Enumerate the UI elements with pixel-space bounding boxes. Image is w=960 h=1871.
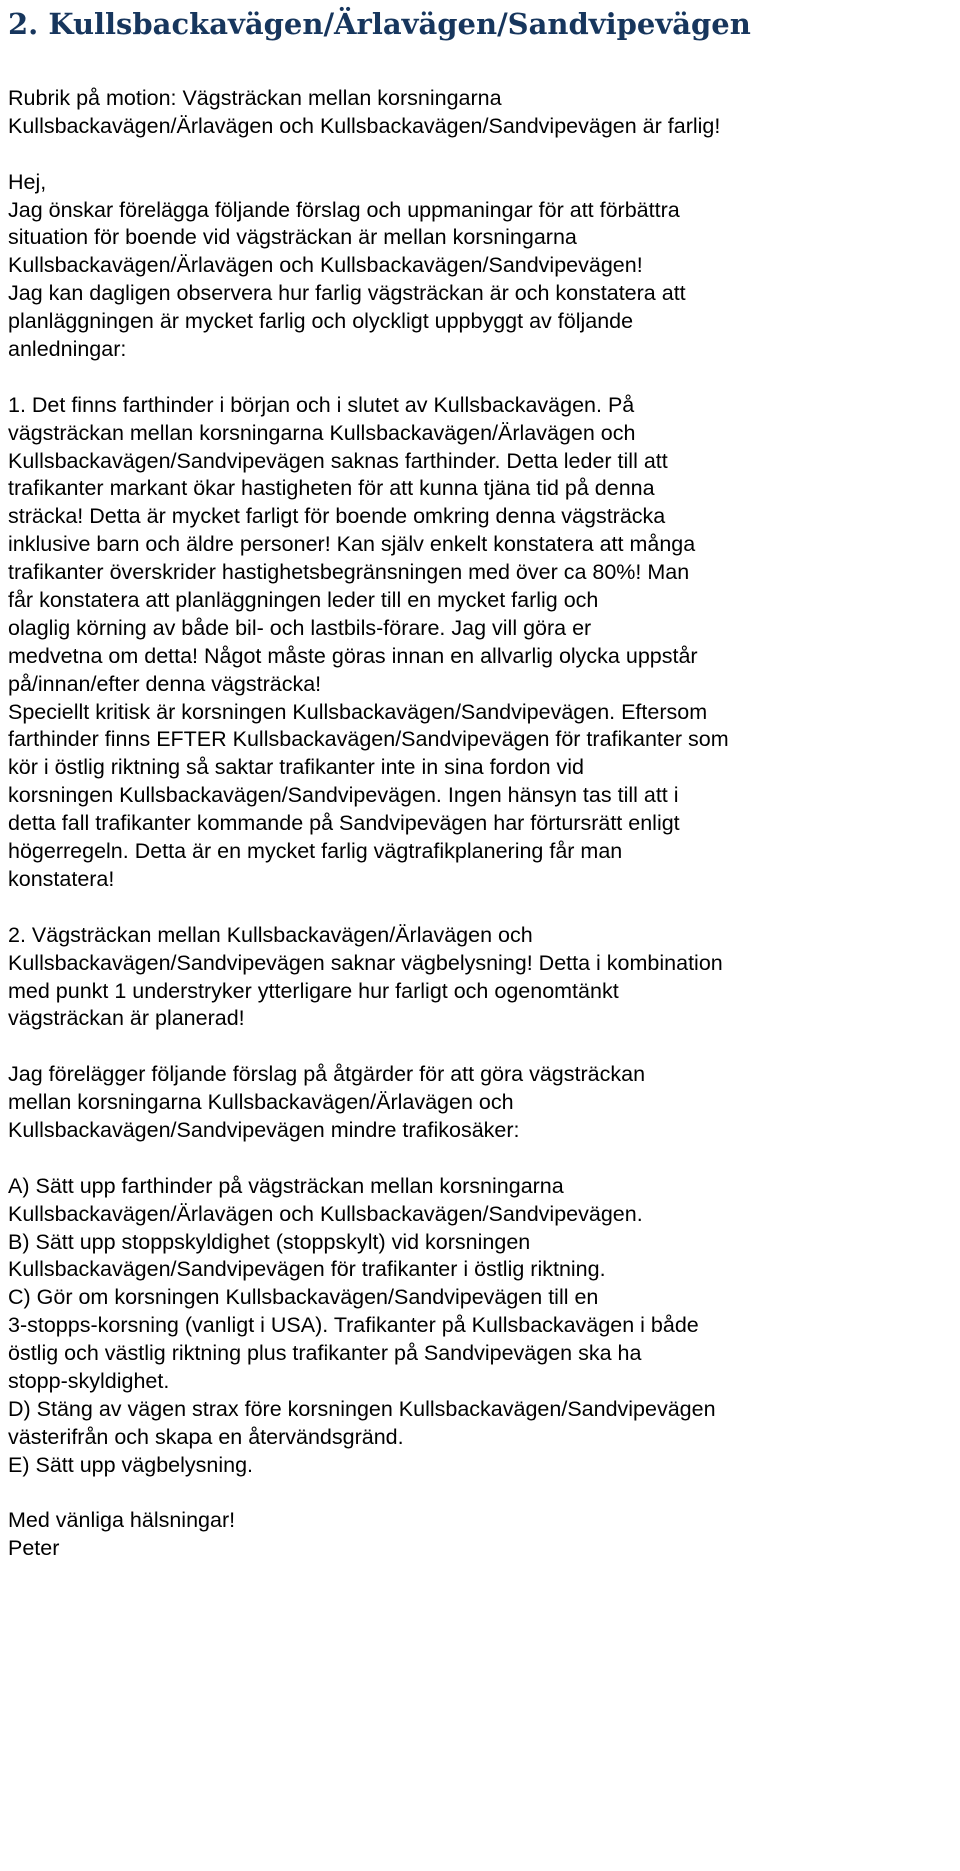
paragraph-spacer	[8, 1480, 958, 1508]
text-line: anledningar:	[8, 337, 127, 362]
text-line: stopp-skyldighet.	[8, 1368, 170, 1393]
document-body	[8, 85, 958, 1563]
text-line: Jag kan dagligen observera hur farlig vägsträckan är och konstatera att	[8, 281, 686, 306]
text-line: med punkt 1 understryker ytterligare hur farligt och ogenomtänkt	[8, 978, 619, 1003]
text-line: medvetna om detta! Något måste göras innan en allvarlig olycka uppstår	[8, 643, 698, 668]
proposal-item-b: B) Sätt upp stoppskyldighet (stoppskylt) vid korsningen	[8, 1229, 531, 1254]
text-line: Kullsbackavägen/Ärlavägen och Kullsbackavägen/Sandvipevägen.	[8, 1201, 643, 1226]
text-line: planläggningen är mycket farlig och olyckligt uppbyggt av följande	[8, 309, 634, 334]
text-line: Kullsbackavägen/Sandvipevägen mindre trafikosäker:	[8, 1117, 520, 1142]
text-line: sträcka! Detta är mycket farligt för boende omkring denna vägsträcka	[8, 504, 666, 529]
intro-paragraph	[8, 169, 958, 364]
closing	[8, 1507, 958, 1563]
text-line: vägsträckan mellan korsningarna Kullsbackavägen/Ärlavägen och	[8, 420, 636, 445]
text-line: kör i östlig riktning så saktar trafikanter inte in sina fordon vid	[8, 755, 584, 780]
paragraph-spacer	[8, 894, 958, 922]
author-name: Peter	[8, 1536, 60, 1561]
text-line: 3-stopps-korsning (vanligt i USA). Trafikanter på Kullsbackavägen i både	[8, 1313, 699, 1338]
text-line: situation för boende vid vägsträckan är mellan korsningarna	[8, 225, 577, 250]
text-line: får konstatera att planläggningen leder till en mycket farlig och	[8, 588, 599, 613]
text-line: konstatera!	[8, 866, 115, 891]
text-line: Kullsbackavägen/Sandvipevägen saknar vägbelysning! Detta i kombination	[8, 950, 723, 975]
text-line: på/innan/efter denna vägsträcka!	[8, 671, 322, 696]
greeting: Hej,	[8, 169, 47, 194]
proposal-intro-paragraph	[8, 1061, 958, 1145]
text-line: Jag förelägger följande förslag på åtgärder för att göra vägsträckan	[8, 1062, 646, 1087]
proposal-item-e: E) Sätt upp vägbelysning.	[8, 1452, 254, 1477]
text-line: högerregeln. Detta är en mycket farlig vägtrafikplanering får man	[8, 839, 623, 864]
proposal-item-c: C) Gör om korsningen Kullsbackavägen/Sandvipevägen till en	[8, 1285, 599, 1310]
text-line: Rubrik på motion: Vägsträckan mellan korsningarna	[8, 86, 502, 110]
text-line: mellan korsningarna Kullsbackavägen/Ärlavägen och	[8, 1090, 514, 1115]
paragraph-spacer	[8, 364, 958, 392]
proposal-list	[8, 1173, 958, 1480]
text-line: 2. Vägsträckan mellan Kullsbackavägen/Ärlavägen och	[8, 922, 533, 947]
point-1-paragraph	[8, 392, 958, 894]
paragraph-spacer	[8, 141, 958, 169]
text-line: Kullsbackavägen/Sandvipevägen för trafikanter i östlig riktning.	[8, 1257, 606, 1282]
proposal-item-a: A) Sätt upp farthinder på vägsträckan mellan korsningarna	[8, 1173, 564, 1198]
text-line: korsningen Kullsbackavägen/Sandvipevägen. Ingen hänsyn tas till att i	[8, 783, 679, 808]
text-line: trafikanter markant ökar hastigheten för att kunna tjäna tid på denna	[8, 476, 655, 501]
point-2-paragraph	[8, 922, 958, 1034]
text-line: olaglig körning av både bil- och lastbils-förare. Jag vill göra er	[8, 615, 592, 640]
text-line: detta fall trafikanter kommande på Sandvipevägen har förtursrätt enligt	[8, 811, 680, 836]
text-line: trafikanter överskrider hastighetsbegränsningen med över ca 80%! Man	[8, 560, 690, 585]
paragraph-spacer	[8, 1033, 958, 1061]
section-heading: 2. Kullsbackavägen/Ärlavägen/Sandvipevägen	[8, 7, 751, 41]
text-line: inklusive barn och äldre personer! Kan själv enkelt konstatera att många	[8, 532, 696, 557]
text-line: Kullsbackavägen/Sandvipevägen saknas farthinder. Detta leder till att	[8, 448, 668, 473]
text-line: Kullsbackavägen/Ärlavägen och Kullsbackavägen/Sandvipevägen är farlig!	[8, 113, 721, 138]
text-line: västerifrån och skapa en återvändsgränd.	[8, 1424, 404, 1449]
text-line: östlig och västlig riktning plus trafikanter på Sandvipevägen ska ha	[8, 1341, 642, 1366]
text-line: 1. Det finns farthinder i början och i slutet av Kullsbackavägen. På	[8, 392, 635, 417]
sign-off: Med vänliga hälsningar!	[8, 1508, 236, 1533]
paragraph-spacer	[8, 1145, 958, 1173]
text-line: Speciellt kritisk är korsningen Kullsbackavägen/Sandvipevägen. Eftersom	[8, 699, 708, 724]
subject-paragraph	[8, 85, 958, 141]
text-line: Kullsbackavägen/Ärlavägen och Kullsbackavägen/Sandvipevägen!	[8, 253, 643, 278]
text-line: vägsträckan är planerad!	[8, 1006, 245, 1031]
proposal-item-d: D) Stäng av vägen strax före korsningen Kullsbackavägen/Sandvipevägen	[8, 1396, 716, 1421]
text-line: Jag önskar förelägga följande förslag och uppmaningar för att förbättra	[8, 197, 680, 222]
text-line: farthinder finns EFTER Kullsbackavägen/Sandvipevägen för trafikanter som	[8, 727, 729, 752]
